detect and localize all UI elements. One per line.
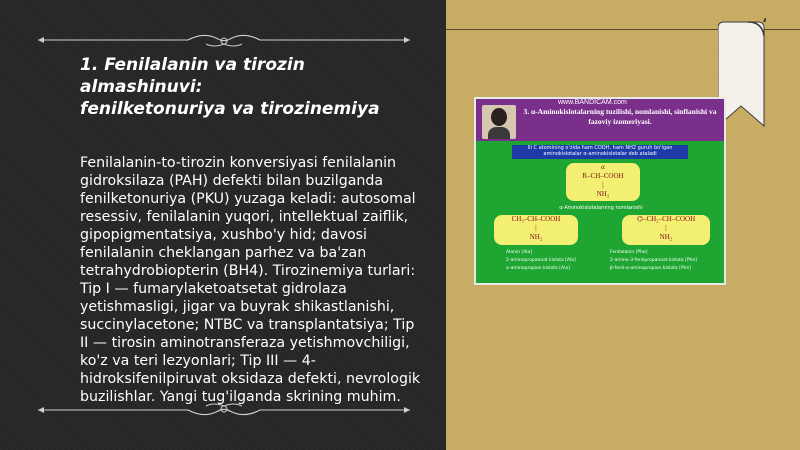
formula-line: NH₂: [659, 233, 673, 241]
formula-line: |: [535, 224, 537, 232]
video-header: [476, 99, 724, 141]
embedded-video-frame[interactable]: [474, 97, 726, 285]
list-item: 2-amino-3-fenilpropanoat kislota [Phe]: [610, 258, 697, 263]
general-formula-box: [566, 163, 640, 201]
formula-line: R–CH–COOH: [582, 172, 624, 180]
list-item: α-aminopropion kislota [Ala]: [506, 266, 570, 271]
formula-line: |: [665, 224, 667, 232]
formula-line: NH₂: [529, 233, 543, 241]
formula-line: ⌬–CH₂–CH–COOH: [636, 215, 696, 223]
list-item: β-fenil-α-aminopropion kislota [Phe]: [610, 266, 691, 271]
list-item: 2-aminopropanoat kislota [Ala]: [506, 258, 576, 263]
bottom-ornament-divider: [38, 400, 410, 420]
slide-title-line-2: fenilketonuriya va tirozinemiya: [80, 99, 380, 119]
top-ornament-divider: [38, 30, 410, 50]
formula-line: α: [601, 163, 605, 171]
definition-banner: Ili C atomining o'zida ham COOH, ham NH2 guruh bo'lgan aminokislotalar α-aminokislotalar deb ataladi: [512, 145, 688, 159]
list-item: Alanin [Ala]: [506, 250, 533, 255]
slide-body-text: Fenilalanin-to-tirozin konversiyasi fenilalanin gidroksilaza (PAH) defekti bilan buzilganda fenilketonuriya (PKU) yuzaga keladi: autosomal resessiv, fenilalanin yuqori, intellektual zaiflik, gipopigmentatsiya, xushbo'y hid; davosi fenilalanin cheklangan parhez va ba'zan tetrahydrobiopterin (BH4). Tirozinemiya turlari: Tip I — fumarylaketoatsetat gidrolaza yetishmasligi, jigar va buyrak shikastlanishi, succinylacetone; NTBC va transplantatsiya; Tip II — tirosin aminotransferaza yetishmovchiligi, ko'z va teri lezyonlari; Tip III — 4-hidroksifenilpiruvat oksidaza defekti, nevrologik buzilishlar. Yangi tug'ilganda skrining muhim.: [80, 155, 421, 405]
formula-line: |: [602, 181, 604, 189]
slide-title-line-1: 1. Fenilalanin va tirozin almashinuvi:: [80, 55, 305, 97]
list-item: Fenilalanin [Phe]: [610, 250, 648, 255]
phenylalanine-formula-box: [622, 215, 710, 245]
alanine-names-list: [506, 249, 596, 273]
presenter-thumbnail: [482, 105, 516, 139]
phenylalanine-names-list: [610, 249, 720, 273]
slide-title: [80, 54, 420, 120]
watermark: www.BANDICAM.com: [558, 99, 627, 106]
formula-line: NH₂: [596, 190, 610, 198]
video-heading: 3. α-Aminokislotalarning tuzilishi, nomlanishi, sinflanishi va fazoviy izomeriyasi.: [523, 107, 717, 126]
alanine-formula-box: [494, 215, 578, 245]
naming-caption: α-Aminokislotalarning nomlanishi: [559, 205, 643, 211]
formula-line: CH₃–CH–COOH: [511, 215, 561, 223]
